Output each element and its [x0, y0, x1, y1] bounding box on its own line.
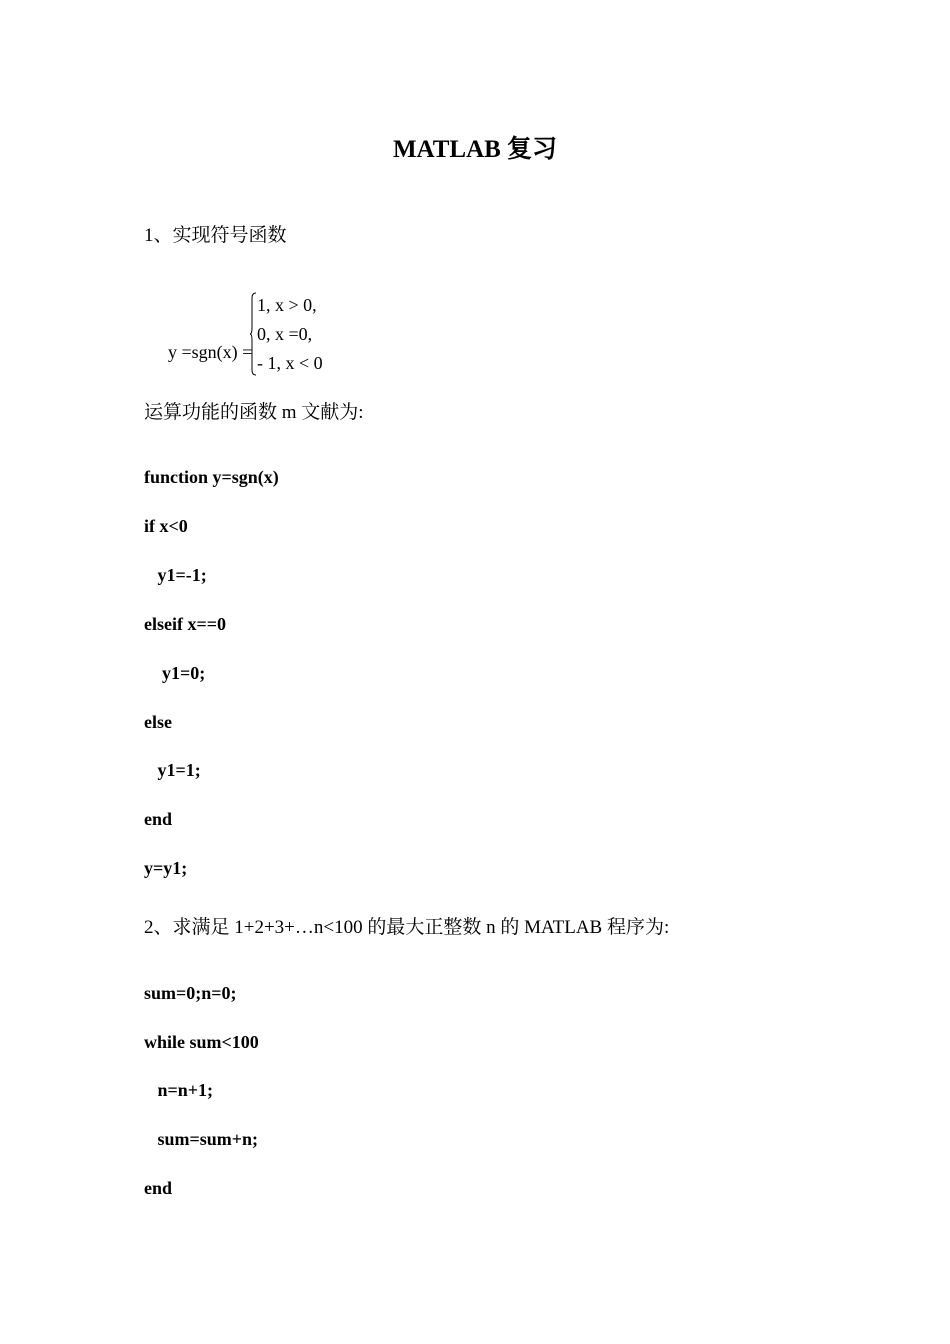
- code-line: sum=0;n=0;: [144, 983, 237, 1003]
- formula-case-2: 0, x =0,: [257, 324, 313, 344]
- code-line: y1=0;: [144, 663, 206, 683]
- formula-case-3: - 1, x < 0: [257, 353, 323, 373]
- code-line: function y=sgn(x): [144, 467, 279, 487]
- section1-intro: 运算功能的函数 m 文献为:: [144, 402, 364, 423]
- code-line: while sum<100: [144, 1032, 259, 1052]
- code-line: if x<0: [144, 516, 188, 536]
- code-line: y=y1;: [144, 858, 188, 878]
- code-line: end: [144, 809, 173, 829]
- document-title: MATLAB 复习: [392, 136, 558, 163]
- code-line: n=n+1;: [144, 1080, 214, 1100]
- left-brace-icon: [250, 292, 256, 376]
- code-line: end: [144, 1178, 173, 1198]
- code-line: y1=1;: [144, 760, 201, 780]
- section1-heading: 1、实现符号函数: [144, 225, 287, 246]
- formula-lhs: [150, 325, 252, 379]
- code-line: y1=-1;: [144, 565, 207, 585]
- code-line: elseif x==0: [144, 614, 226, 634]
- formula-case-1: 1, x > 0,: [257, 295, 317, 315]
- code-line: else: [144, 712, 172, 732]
- code-line: sum=sum+n;: [144, 1129, 259, 1149]
- formula-lhs-text: y =sgn(x) =: [168, 342, 253, 362]
- section2-heading: 2、求满足 1+2+3+…n<100 的最大正整数 n 的 MATLAB 程序为:: [144, 917, 670, 938]
